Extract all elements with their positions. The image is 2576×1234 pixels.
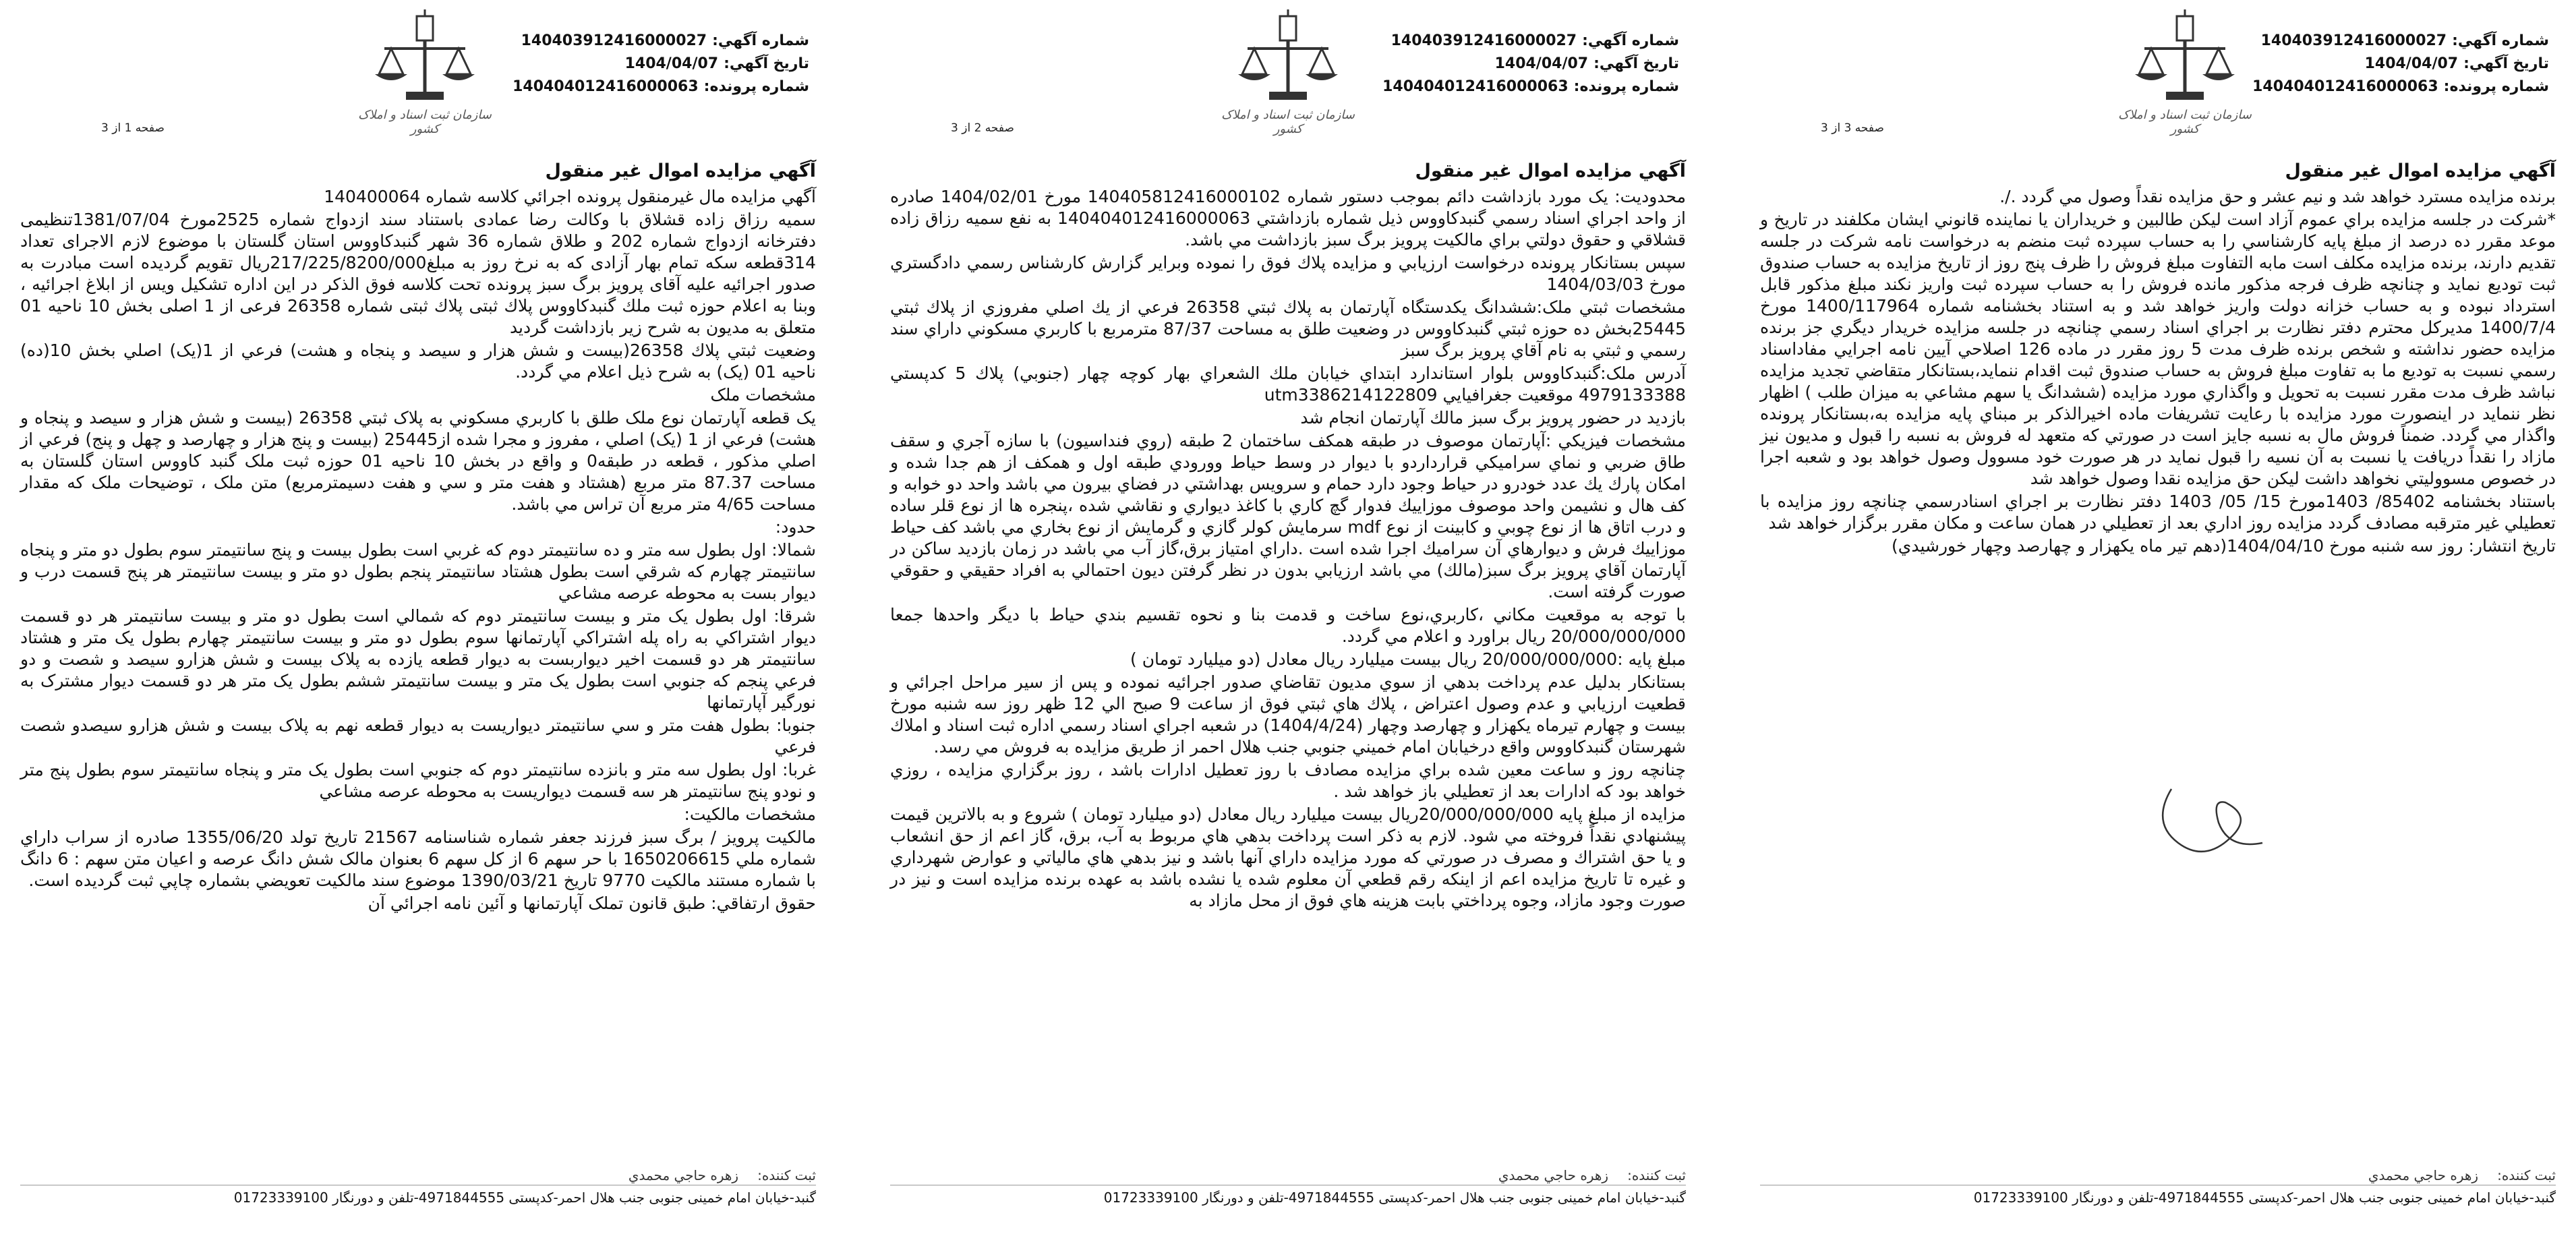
emblem-caption: سازمان ثبت اسناد و املاک کشور	[1221, 108, 1355, 136]
page-footer	[1760, 1166, 2556, 1207]
emblem-caption: سازمان ثبت اسناد و املاک کشور	[358, 108, 492, 136]
office-address: گنبد-خیابان امام خمینی جنوبی جنب هلال احمر-كدپستی 4971844555-تلفن و دورنگار 01723339100	[1760, 1185, 2556, 1207]
office-address: گنبد-خیابان امام خمینی جنوبی جنب هلال احمر-كدپستی 4971844555-تلفن و دورنگار 01723339100	[20, 1185, 816, 1207]
emblem-caption: سازمان ثبت اسناد و املاک کشور	[2118, 108, 2252, 136]
paragraph: جنوبا: بطول هفت متر و سي سانتيمتر ديواريست به ديوار قطعه نهم به پلاک بيست و شش هزارو سيصدو شصت فرعي	[20, 715, 816, 757]
paragraph: مشخصات ثبتي ملک:ششدانگ يكدستگاه آپارتمان به پلاك ثبتي 26358 فرعي از يك اصلي مفروزي از پلاك ثبتي 25445بخش ده حوزه ثبتي گنبدكاووس در وضعيت طلق به مساحت 87/37 مترمربع با كاربري مسكوني داراي سند رسمي و ثبتي به نام آقاي پرويز برگ سبز	[890, 297, 1686, 360]
notice-title: آگهي مزايده اموال غير منقول	[2285, 160, 2556, 181]
case-number: 140404012416000063	[1382, 78, 1569, 95]
handwritten-signature	[2144, 762, 2279, 870]
ad-date: 1404/04/07	[624, 55, 719, 72]
notice-page-3	[1740, 0, 2576, 1234]
paragraph: باستناد بخشنامه 85402/ 1403مورخ 15/ 05/ 1403 دفتر نظارت بر اجراي اسنادرسمي چنانچه روز مزايده با تعطيلي غير مترقبه مصادف گردد مزايده روز اداري بعد از تعطيلي در همان ساعت و مكان مقرر برگزار خواهد شد	[1760, 492, 2556, 533]
paragraph: *شركت در جلسه مزايده براي عموم آزاد است ليكن طالبين و خريداران يا نماينده قانوني ايشان مكلفند در تاريخ و موعد مقرر ده درصد از مبلغ پايه كارشناسي را به حساب سپرده ثبت منضم به درخواست نامه شركت در جلسه تقديم دارند، برنده مزايده مكلف است مابه التفاوت مبلغ فروش را ظرف پنج روز از تاريخ مزايده به حساب صندوق ثبت توديع نمايد و چنانچه ظرف فرجه مذكور مانده فروش را به حساب سپرده ثبت واريز نكند مبلغ مذكور قابل استرداد نبوده و به حساب خزانه دولت واريز خواهد شد و به استناد بخشنامه شماره 1400/117964 مورخ 1400/7/4 مديركل محترم دفتر نظارت بر اجراي اسناد رسمي چنانچه در جلسه مزايده خريدار ديگري جز برنده مزايده حضور نداشته و شخص برنده ظرف مدت 5 روز مقرر در ماده 126 اصلاحي آيين نامه اجرايي مفاداسناد رسمي نسبت به توديع ما به تفاوت مبلغ فروش به حساب صندوق ثبت اقدام ننمايد،بستانكار متقاضي تجديد مزايده نباشد ظرف مدت مقرر نسبت به تحويل و واگذاري مورد مزايده (ششدانگ يا سهم مشاعي به ميزان طلب ) اظهار نظر ننمايد در اينصورت مورد مزايده با رعايت تشريفات ماده اخيرالذكر بر مبناي پايه مزايده به،بستانكار پرونده واگذار مي گردد. ضمناً فروش مال به نسبه جايز است در صورتي كه متعهد له فروش به نسبه را قبول و مديون نيز مازاد را نقداً دريافت يا نسبت به آن نسيه را قبول نمايد در هر صورت خود مسوول وصول خواهد بود و شعبه اجرا در خصوص مسووليتي نخواهد داشت ليكن حق مزايده نقدا وصول خواهد شد	[1760, 210, 2556, 488]
paragraph: با توجه به موقعيت مكاني ،كاربري،نوع ساخت و قدمت بنا و نحوه تقسيم بندي حياط با ديگر واحدها جمعا 20/000/000/000 ريال براورد و اعلام مي گردد.	[890, 605, 1686, 646]
ad-number: 140403912416000027	[2260, 32, 2447, 49]
page-header	[0, 0, 836, 155]
paragraph: آگهي مزايده مال غيرمنقول پرونده اجرائي كلاسه شماره 140400064	[324, 187, 816, 206]
paragraph: برنده مزايده مسترد خواهد شد و نيم عشر و حق مزايده نقداً وصول مي گردد ./.	[1999, 187, 2556, 206]
notice-body	[1760, 160, 2556, 558]
ad-date-label: تاريخ آگهي:	[1593, 55, 1679, 72]
ad-number-label: شماره آگهي:	[1582, 32, 1679, 49]
paragraph: وضعيت ثبتي پلاك 26358(بيست و شش هزار و سيصد و پنجاه و هشت) فرعي از 1(يک) اصلي بخش 10(ده) ناحيه 01 (يک) به شرح ذيل اعلام مي گردد.	[20, 341, 816, 382]
paragraph: محدوديت: يک مورد بازداشت دائم بموجب دستور شماره 140405812416000102 مورخ 1404/02/01 صادره از واحد اجراي اسناد رسمي گنبدکاووس ذيل شماره بازداشتي 140404012416000063 به نفع سميه رزاق زاده قشلاقي و حقوق دولتي براي مالکيت پرويز برگ سبز بازداشت مي باشد.	[890, 187, 1686, 249]
judiciary-emblem-icon	[2104, 7, 2266, 108]
page-header	[870, 0, 1706, 155]
signer-label: ثبت کننده:	[757, 1167, 816, 1183]
notice-body	[20, 160, 816, 916]
paragraph: شمالا: اول بطول سه متر و ده سانتيمتر دوم که غربي است بطول بيست و پنج سانتيمتر سوم بطول دو متر و پنجاه سانتيمتر چهارم که شرقي است بطول هشتاد سانتيمتر پنجم بطول دو متر و بيست سانتيمتر هر پنج قسمت درب و ديوار بست به محوطه عرصه مشاعي	[20, 540, 816, 603]
ad-number-label: شماره آگهي:	[712, 32, 809, 49]
page-footer	[890, 1166, 1686, 1207]
signer-name: زهره حاجي محمدي	[1498, 1167, 1609, 1183]
ad-number-label: شماره آگهي:	[2452, 32, 2549, 49]
ad-number: 140403912416000027	[521, 32, 707, 49]
emblem-logo	[1207, 7, 1369, 148]
ad-date-label: تاريخ آگهي:	[724, 55, 809, 72]
emblem-logo	[2104, 7, 2266, 148]
case-number: 140404012416000063	[513, 78, 699, 95]
paragraph: شرقا: اول بطول يک متر و بيست سانتيمتر دوم که شمالي است بطول دو متر و بيست سانتيمتر هر دو قسمت ديوار اشتراکي به راه پله اشتراکي آپارتمانها سوم بطول دو متر و بيست سانتيمتر چهارم بطول يک متر و هشتاد سانتيمتر هر دو قسمت اخير ديواربست به ديوار قطعه يازده به پلاک بيست و شش هزارو سيصد و شصت و دو فرعي پنجم که جنوبي است بطول يک متر و بيست سانتيمتر ششم بطول يک متر هر دو قسمت ديوار مشترک به نورگير آپارتمانها	[20, 606, 816, 712]
paragraph: مشخصات مالکيت:	[684, 804, 816, 824]
case-number: 140404012416000063	[2252, 78, 2438, 95]
ad-number: 140403912416000027	[1391, 32, 1577, 49]
case-number-label: شماره پرونده:	[2443, 78, 2549, 95]
case-number-label: شماره پرونده:	[703, 78, 809, 95]
page-header	[1740, 0, 2576, 155]
page-number: صفحه 3 از 3	[1821, 121, 1884, 135]
judiciary-emblem-icon	[1207, 7, 1369, 108]
paragraph: يک قطعه آپارتمان نوع ملک طلق با کاربري مسکوني به پلاک ثبتي 26358 (بيست و شش هزار و سيصد و پنجاه و هشت) فرعي از 1 (يک) اصلي ، مفروز و مجرا شده از25445 (بيست و پنج هزار و چهارصد و چهل و پنج) فرعي از اصلي مذکور ، قطعه در طبقه0 و واقع در بخش 10 ناحيه 01 حوزه ثبت ملک گنبد کاووس استان گلستان به مساحت 87.37 متر مربع (هشتاد و هفت متر و سي و هفت دسيمترمربع) متن ملک ، توضيحات ملک که مقدار مساحت 4/65 متر مربع آن تراس مي باشد.	[20, 408, 816, 514]
ad-date: 1404/04/07	[2364, 55, 2459, 72]
paragraph: سپس بستانكار پرونده درخواست ارزيابي و مزايده پلاك فوق را نموده وبراير گزارش كارشناس رسمي دادگستري مورخ 1404/03/03	[890, 253, 1686, 294]
notice-meta	[513, 30, 809, 98]
office-address: گنبد-خیابان امام خمینی جنوبی جنب هلال احمر-كدپستی 4971844555-تلفن و دورنگار 01723339100	[890, 1185, 1686, 1207]
paragraph: تاريخ انتشار: روز سه شنبه مورخ 1404/04/10(دهم تير ماه يكهزار و چهارصد وچهار خورشيدي)	[1892, 536, 2556, 556]
paragraph: مشخصات ملک	[710, 385, 816, 405]
ad-date-label: تاريخ آگهي:	[2463, 55, 2549, 72]
paragraph: سمیه رزاق زاده قشلاق با وكالت رضا عمادی باستناد سند ازدواج شماره 2525مورخ 1381/07/04تنظیمی دفترخانه ازدواج شماره 202 و طلاق شماره 36 شهر گنبدكاووس استان گلستان با موضوع لازم الاجرای تعداد 314قطعه سكه تمام بهار آزادی كه به نرخ روز به مبلغ217/225/8200/000ريال تقويم گرديده است مبادرت به صدور اجرائیه علیه آقای پرویز برگ سبز پرونده تحت كلاسه فوق الذكر در این اداره تشكیل ویس از ابلاغ اجرائیه ، وبنا به اعلام حوزه ثبت ملك گنبدكاووس پلاك ثبتی پلاك ثبتی شماره 26358 فرعی از 1 اصلی بخش 10 ناحیه 01 متعلق به مدیون به شرح زیر بازداشت گردید	[20, 210, 816, 337]
paragraph: مالکيت پرويز / برگ سبز فرزند جعفر شماره شناسنامه 21567 تاريخ تولد 1355/06/20 صادره از سراب داراي شماره ملي 1650206615 با حر سهم 6 از کل سهم 6 بعنوان مالک شش دانگ عرصه و اعيان متن سهم : 6 دانگ با شماره مستند مالکيت 9770 تاريخ 1390/03/21 موضوع سند مالکيت تعويضي بشماره چاپي ثبت گرديده است.	[20, 827, 817, 890]
case-number-label: شماره پرونده:	[1573, 78, 1679, 95]
emblem-logo	[344, 7, 506, 148]
signer-name: زهره حاجي محمدي	[628, 1167, 739, 1183]
notice-meta	[2252, 30, 2549, 98]
notice-title: آگهي مزايده اموال غير منقول	[1415, 160, 1686, 181]
signer-label: ثبت کننده:	[1627, 1167, 1686, 1183]
notice-meta	[1382, 30, 1679, 98]
paragraph: مشخصات فيزيكي :آپارتمان موصوف در طبقه همكف ساختمان 2 طبقه (روي فنداسيون) با سازه آجري و سقف طاق ضربي و نماي سراميكي قرارداردو با ديوار در وسط حياط وورودي طبقه اول و همكف از هم جدا شده و امكان پارك يك عدد خودرو در حياط وجود دارد حمام و سرويس بهداشتي در فضاي بيرون مي باشد واحد دو خوابه و كف هال و نشيمن واحد موصوف موزاييك فدوار گچ كاري با كاغذ ديواري و نقاشي شده ،پنجره ها از نوع قلر ساده و درب اتاق ها از نوع چوبي و كابينت از نوع mdf سرمايش كولر گازي و گرمايش از نوع بخاري مي باشد كف حياط موزاييك فرش و ديوارهاي آن سراميك اجرا شده است .داراي امتياز برق،گاز آب مي باشد در زمان بازديد ساكن در آپارتمان آقاي پرويز برگ سبز(مالك) مي باشد ارزيابي بدون در نظر گرفتن ديون احتمالي به افراد حقيقي و حقوقي صورت گرفته است.	[890, 431, 1686, 601]
signer-label: ثبت کننده:	[2497, 1167, 2556, 1183]
notice-page-2	[870, 0, 1706, 1234]
paragraph: حدود:	[775, 517, 816, 537]
signer-name: زهره حاجي محمدي	[2368, 1167, 2479, 1183]
paragraph: چنانچه روز و ساعت معين شده براي مزايده مصادف با روز تعطيل ادارات باشد ، روز برگزاري مزايده ، روزي خواهد بود كه ادارات بعد از تعطيلي باز خواهد شد .	[890, 760, 1686, 801]
paragraph: بستانكار بدليل عدم پرداخت بدهي از سوي مديون تقاضاي صدور اجرائيه نموده و پس از سير مراحل اجرائي و قطعيت ارزيابي و عدم وصول اعتراض ، پلاك هاي ثبتي فوق از ساعت 9 صبح الي 12 ظهر روز سه شنبه مورخ بيست و چهارم تيرماه يكهزار و چهارصد وچهار (1404/4/24) در شعبه اجراي اسناد رسمي اداره ثبت اسناد و املاك شهرستان گنبدكاووس واقع درخيابان امام خميني جنوبي جنب هلال احمر از طريق مزايده به فروش مي رسد.	[890, 672, 1687, 757]
paragraph: آدرس ملک:گنبدكاووس بلوار استاندارد ابتداي خيابان ملك الشعراي بهار كوچه چهار (جنوبي) پلاك 5 كدپستي 4979133388 موقعيت جغرافيايي utm3386214122809	[890, 363, 1686, 405]
paragraph: بازديد در حضور پرويز برگ سبز مالك آپارتمان انجام شد	[1300, 408, 1686, 428]
paragraph: غربا: اول بطول سه متر و بانزده سانتيمتر دوم که جنوبي است بطول يک متر و پنجاه سانتيمتر سوم بطول پنج متر و نودو پنج سانتيمتر هر سه قسمت ديواريست به محوطه عرصه مشاعي	[20, 760, 816, 801]
paragraph: مزايده از مبلغ پايه 20/000/000/000ريال بيست ميليارد ريال معادل (دو ميليارد تومان ) شروع و به بالاترين قيمت پيشنهادي نقداً فروخته مي شود. لازم به ذكر است پرداخت بدهي هاي مربوط به آب، برق، گاز اعم از حق انشعاب و يا حق اشتراك و مصرف در صورتي كه مورد مزايده داراي آنها باشد و نيز بدهي هاي مالياتي و عوارض شهرداري و غيره تا تاريخ مزايده اعم از اينكه رقم قطعي آن معلوم شده يا نشده باشد به عهده برنده مزايده است و نيز در صورت وجود مازاد، وجوه پرداختي بابت هزينه هاي فوق از محل مازاد به	[890, 804, 1686, 910]
notice-page-1	[0, 0, 836, 1234]
paragraph: حقوق ارتفاقي: طبق قانون تملک آپارتمانها و آئين نامه اجرائي آن	[368, 893, 816, 913]
paragraph: مبلغ پايه :20/000/000/000 ريال بيست ميليارد ريال معادل (دو ميليارد تومان )	[1130, 649, 1686, 669]
notice-title: آگهي مزايده اموال غير منقول	[545, 160, 816, 181]
judiciary-emblem-icon	[344, 7, 506, 108]
page-footer	[20, 1166, 816, 1207]
page-number: صفحه 2 از 3	[951, 121, 1014, 135]
ad-date: 1404/04/07	[1494, 55, 1589, 72]
notice-body	[890, 160, 1686, 913]
page-number: صفحه 1 از 3	[101, 121, 165, 135]
